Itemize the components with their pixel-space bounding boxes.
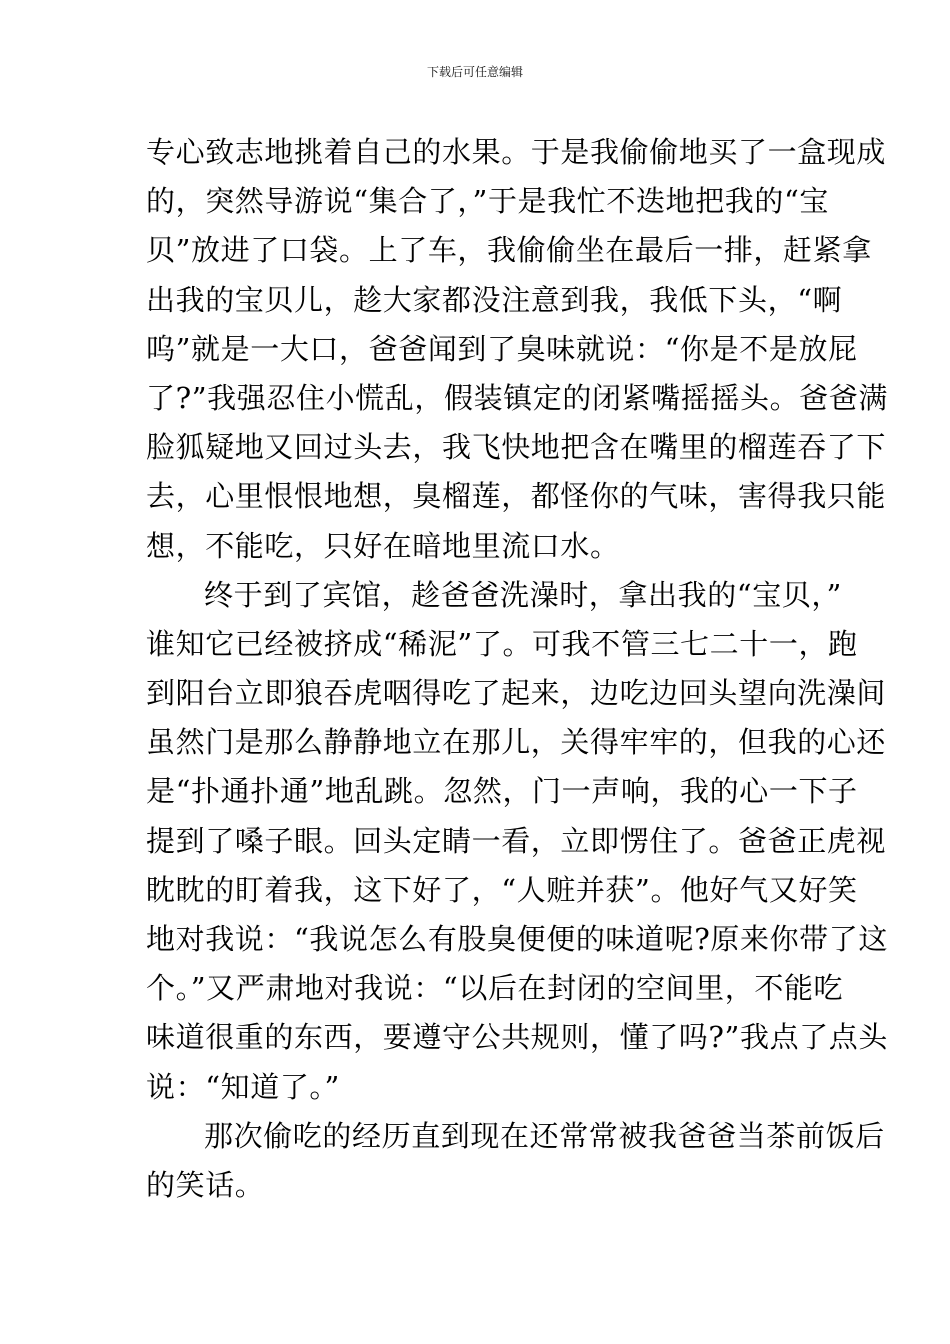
text-line: 那次偷吃的经历直到现在还常常被我爸爸当茶前饭后 bbox=[204, 1118, 885, 1153]
text-line: 贝”放进了口袋。上了车，我偷偷坐在最后一排，赶紧拿 bbox=[146, 233, 872, 268]
text-line: 谁知它已经被挤成“稀泥”了。可我不管三七二十一，跑 bbox=[146, 626, 858, 661]
paragraph-3 bbox=[146, 1112, 885, 1210]
text-line: 地对我说：“我说怎么有股臭便便的味道呢?原来你带了这 bbox=[146, 922, 888, 956]
body-text bbox=[146, 128, 888, 1210]
text-line: 提到了嗓子眼。回头定睛一看，立即愣住了。爸爸正虎视 bbox=[146, 823, 887, 858]
text-line: 呜”就是一大口，爸爸闻到了臭味就说：“你是不是放屁 bbox=[146, 331, 858, 366]
text-line: 去，心里恨恨地想，臭榴莲，都怪你的气味，害得我只能 bbox=[146, 479, 887, 514]
text-line: 到阳台立即狼吞虎咽得吃了起来，边吃边回头望向洗澡间 bbox=[146, 676, 887, 711]
text-line: 了?”我强忍住小慌乱，假装镇定的闭紧嘴摇摇头。爸爸满 bbox=[146, 380, 888, 415]
text-line: 专心致志地挑着自己的水果。于是我偷偷地买了一盒现成 bbox=[146, 135, 887, 169]
text-line: 想，不能吃，只好在暗地里流口水。 bbox=[146, 528, 620, 563]
text-line: 的，突然导游说“集合了，”于是我忙不迭地把我的“宝 bbox=[146, 184, 829, 219]
paragraph-2 bbox=[146, 571, 888, 1112]
text-line: 出我的宝贝儿，趁大家都没注意到我，我低下头，“啊 bbox=[146, 282, 843, 317]
text-line: 味道很重的东西，要遵守公共规则，懂了吗?”我点了点头 bbox=[146, 1020, 888, 1055]
text-line: 脸狐疑地又回过头去，我飞快地把含在嘴里的榴莲吞了下 bbox=[146, 430, 887, 465]
text-line: 终于到了宾馆，趁爸爸洗澡时，拿出我的“宝贝，” bbox=[204, 577, 842, 612]
text-line: 虽然门是那么静静地立在那儿，关得牢牢的，但我的心还 bbox=[146, 725, 887, 760]
text-line: 说：“知道了。” bbox=[146, 1069, 340, 1104]
text-line: 是“扑通扑通”地乱跳。忽然，门一声响，我的心一下子 bbox=[146, 774, 858, 809]
page-header: 下载后可任意编辑 bbox=[426, 65, 523, 79]
paragraph-1 bbox=[146, 128, 888, 571]
text-line: 的笑话。 bbox=[146, 1167, 265, 1202]
text-line: 个。”又严肃地对我说：“以后在封闭的空间里，不能吃 bbox=[146, 971, 844, 1006]
text-line: 眈眈的盯着我，这下好了，“人赃并获”。他好气又好笑 bbox=[146, 872, 858, 907]
